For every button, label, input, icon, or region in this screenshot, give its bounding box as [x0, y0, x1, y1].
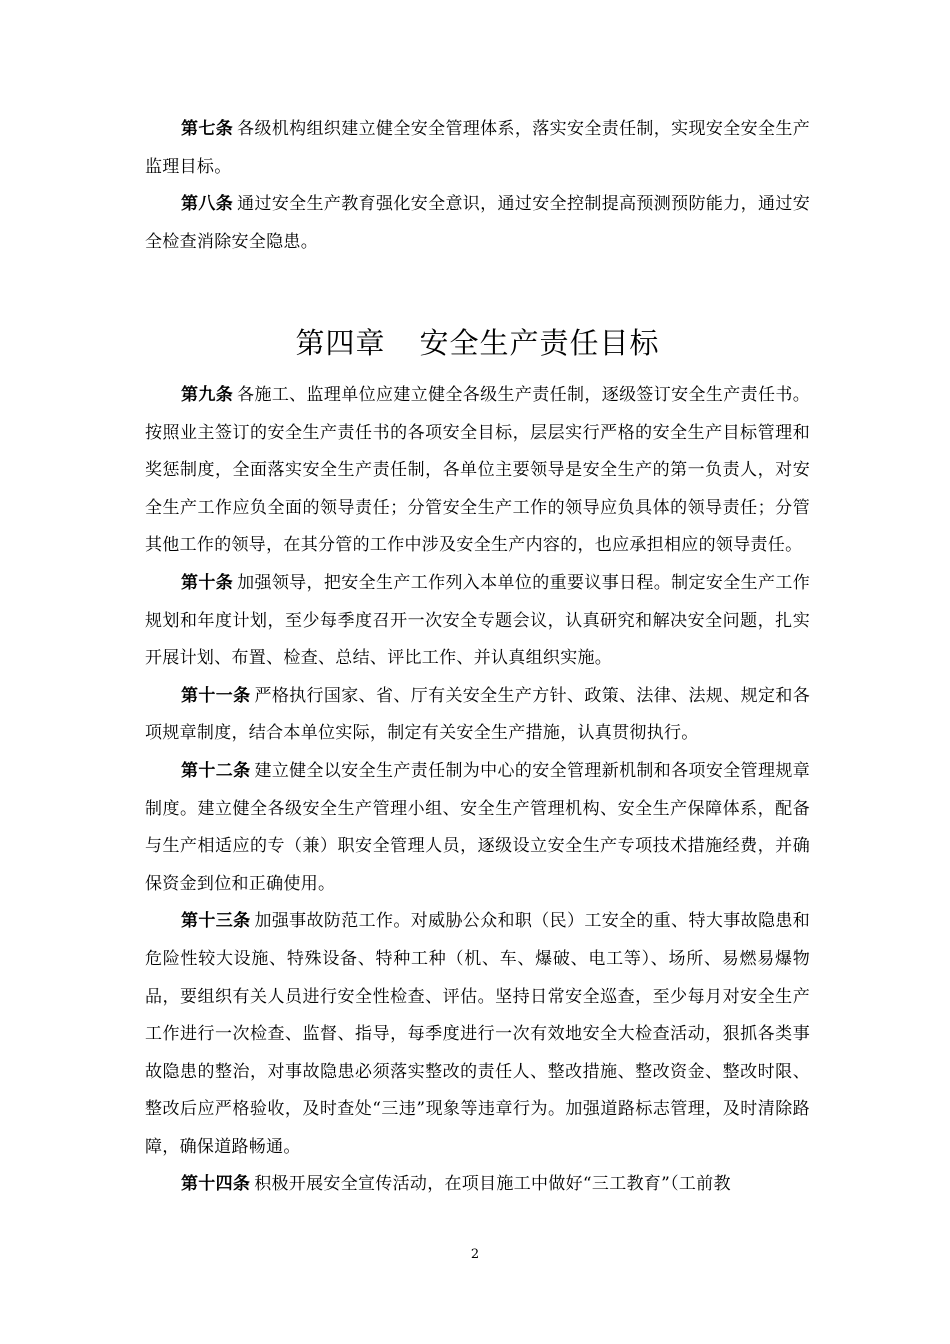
chapter-articles	[145, 377, 810, 1204]
article-12	[145, 753, 810, 903]
article-label: 第十一条	[181, 685, 251, 706]
chapter-heading	[145, 321, 810, 362]
previous-chapter-articles	[145, 111, 810, 261]
article-7	[145, 111, 810, 186]
article-14	[145, 1166, 810, 1204]
article-10	[145, 565, 810, 678]
page-number: 2	[470, 1247, 480, 1262]
article-label: 第十条	[181, 572, 234, 593]
article-text: 建立健全以安全生产责任制为中心的安全管理新机制和各项安全管理规章制度。建立健全各级安全生产管理小组、安全生产管理机构、安全生产保障体系，配备与生产相适应的专（兼）职安全管理人员，逐级设立安全生产专项技术措施经费，并确保资金到位和正确使用。	[145, 760, 810, 894]
chapter-title: 安全生产责任目标	[419, 326, 660, 361]
article-label: 第十三条	[181, 911, 251, 932]
article-label: 第十四条	[181, 1174, 251, 1195]
article-11	[145, 678, 810, 753]
article-8	[145, 186, 810, 261]
article-text: 各级机构组织建立健全安全管理体系，落实安全责任制，实现安全安全生产监理目标。	[145, 119, 810, 177]
article-label: 第九条	[181, 385, 234, 405]
chapter-number: 第四章	[295, 326, 386, 361]
article-text: 严格执行国家、省、厅有关安全生产方针、政策、法律、法规、规定和各项规章制度，结合本单位实际，制定有关安全生产措施，认真贯彻执行。	[145, 685, 810, 744]
article-text: 加强领导，把安全生产工作列入本单位的重要议事日程。制定安全生产工作规划和年度计划，至少每季度召开一次安全专题会议，认真研究和解决安全问题，扎实开展计划、布置、检查、总结、评比工作、并认真组织实施。	[145, 572, 810, 669]
article-label: 第八条	[181, 194, 234, 215]
article-text: 通过安全生产教育强化安全意识，通过安全控制提高预测预防能力，通过安全检查消除安全隐患。	[145, 194, 810, 252]
article-text: 各施工、监理单位应建立健全各级生产责任制，逐级签订安全生产责任书。按照业主签订的安全生产责任书的各项安全目标，层层实行严格的安全生产目标管理和奖惩制度，全面落实安全生产责任制，各单位主要领导是安全生产的第一负责人，对安全生产工作应负全面的领导责任；分管安全生产工作的领导应负具体的领导责任；分管其他工作的领导，在其分管的工作中涉及安全生产内容的，也应承担相应的领导责任。	[145, 385, 810, 556]
article-label: 第七条	[181, 119, 234, 139]
article-text: 积极开展安全宣传活动，在项目施工中做好“三工教育”（工前教	[254, 1174, 731, 1195]
article-text: 加强事故防范工作。对威胁公众和职（民）工安全的重、特大事故隐患和危险性较大设施、特殊设备、特种工种（机、车、爆破、电工等）、场所、易燃易爆物品，要组织有关人员进行安全性检查、评估。坚持日常安全巡查，至少每月对安全生产工作进行一次检查、监督、指导，每季度进行一次有效地安全大检查活动，狠抓各类事故隐患的整治，对事故隐患必须落实整改的责任人、整改措施、整改资金、整改时限、整改后应严格验收，及时查处“三违”现象等违章行为。加强道路标志管理，及时清除路障，确保道路畅通。	[145, 911, 810, 1157]
article-9	[145, 377, 810, 565]
article-13	[145, 903, 810, 1166]
article-label: 第十二条	[181, 760, 251, 781]
